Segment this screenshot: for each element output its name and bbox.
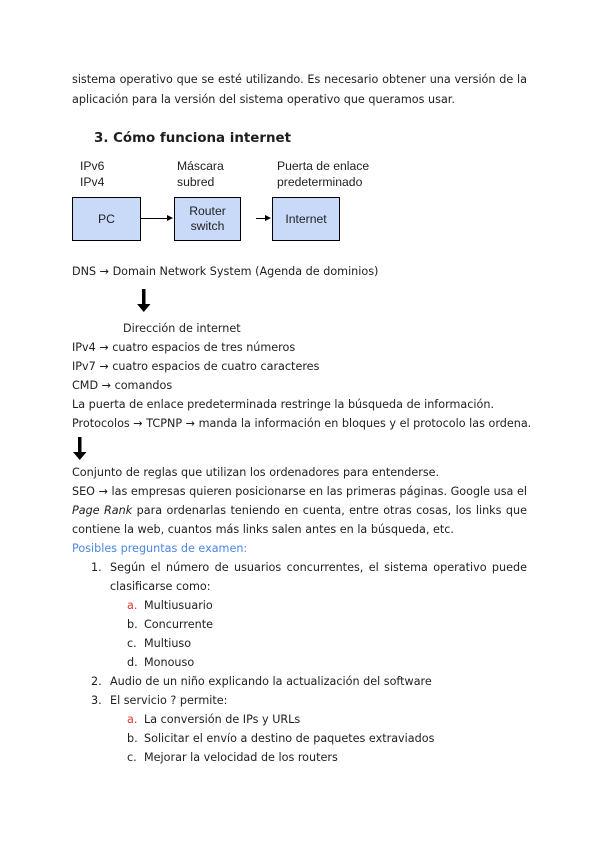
question-number: 2. — [91, 675, 102, 688]
option-letter: b. — [127, 732, 138, 745]
label-ip-versions: IPv6 IPv4 — [80, 159, 105, 189]
question-text: Audio de un niño explicando la actualización del software — [110, 675, 432, 688]
direccion-note: Dirección de internet — [123, 322, 241, 335]
question-1 — [91, 561, 527, 575]
option-1a — [127, 599, 213, 613]
seo-line-2 — [72, 504, 527, 518]
question-text: El servicio ? permite: — [110, 694, 228, 707]
label-default-gateway: Puerta de enlace predeterminado — [277, 159, 370, 189]
seo-line-1: SEO → las empresas quieren posicionarse en las primeras páginas. Google usa el — [72, 485, 527, 498]
question-text: Según el número de usuarios concurrentes, el sistema operativo puede — [110, 561, 527, 574]
ipv4-note: IPv4 → cuatro espacios de tres números — [72, 341, 296, 354]
conjunto-note: Conjunto de reglas que utilizan los ordenadores para entenderse. — [72, 466, 440, 479]
question-1-continued: clasificarse como: — [110, 580, 211, 593]
cmd-note: CMD → comandos — [72, 379, 173, 392]
intro-line-1: sistema operativo que se esté utilizando. Es necesario obtener una versión de la — [72, 73, 527, 86]
option-3a — [127, 713, 300, 727]
router-switch-box: Router switch — [174, 197, 241, 241]
seo-line-2-rest: para ordenarlas teniendo en cuenta, entre otras cosas, los links que — [132, 504, 527, 517]
section-heading: 3. Cómo funciona internet — [94, 131, 291, 146]
intro-line-2: aplicación para la versión del sistema operativo que queramos usar. — [72, 93, 455, 106]
ipv7-note: IPv7 → cuatro espacios de cuatro caracteres — [72, 360, 320, 373]
option-text: Multiusuario — [144, 599, 213, 612]
down-arrow-icon — [72, 437, 88, 461]
question-2 — [91, 675, 432, 689]
exam-title: Posibles preguntas de examen: — [72, 542, 248, 555]
option-letter: c. — [127, 637, 137, 650]
option-text: Concurrente — [144, 618, 213, 631]
option-text: La conversión de IPs y URLs — [144, 713, 301, 726]
protocolos-note: Protocolos → TCPNP → manda la información en bloques y el protocolo las ordena. — [72, 417, 532, 430]
dns-note: DNS → Domain Network System (Agenda de dominios) — [72, 265, 379, 278]
option-1d — [127, 656, 194, 670]
option-letter: a. — [127, 713, 138, 726]
option-letter: a. — [127, 599, 138, 612]
puerta-note: La puerta de enlace predeterminada restringe la búsqueda de información. — [72, 398, 494, 411]
option-text: Monouso — [144, 656, 195, 669]
internet-box: Internet — [272, 197, 340, 241]
arrow-pc-router-head — [167, 215, 173, 221]
option-text: Multiuso — [144, 637, 192, 650]
question-number: 3. — [91, 694, 102, 707]
pc-box: PC — [72, 197, 141, 241]
down-arrow-icon — [136, 289, 152, 313]
option-text: Mejorar la velocidad de los routers — [144, 751, 338, 764]
question-number: 1. — [91, 561, 102, 574]
option-text: Solicitar el envío a destino de paquetes extraviados — [144, 732, 435, 745]
option-letter: b. — [127, 618, 138, 631]
option-letter: c. — [127, 751, 137, 764]
option-3b — [127, 732, 434, 746]
page-rank-term: Page Rank — [72, 504, 133, 517]
arrow-pc-router-line — [141, 218, 167, 219]
label-subnet-mask: Máscara subred — [177, 159, 224, 189]
option-1b — [127, 618, 213, 632]
option-3c — [127, 751, 338, 765]
option-1c — [127, 637, 191, 651]
option-letter: d. — [127, 656, 138, 669]
seo-line-3: contiene la web, cuantos más links salen antes en la búsqueda, etc. — [72, 523, 454, 536]
arrow-router-internet-line — [256, 218, 265, 219]
question-3 — [91, 694, 227, 708]
arrow-router-internet-head — [265, 215, 271, 221]
